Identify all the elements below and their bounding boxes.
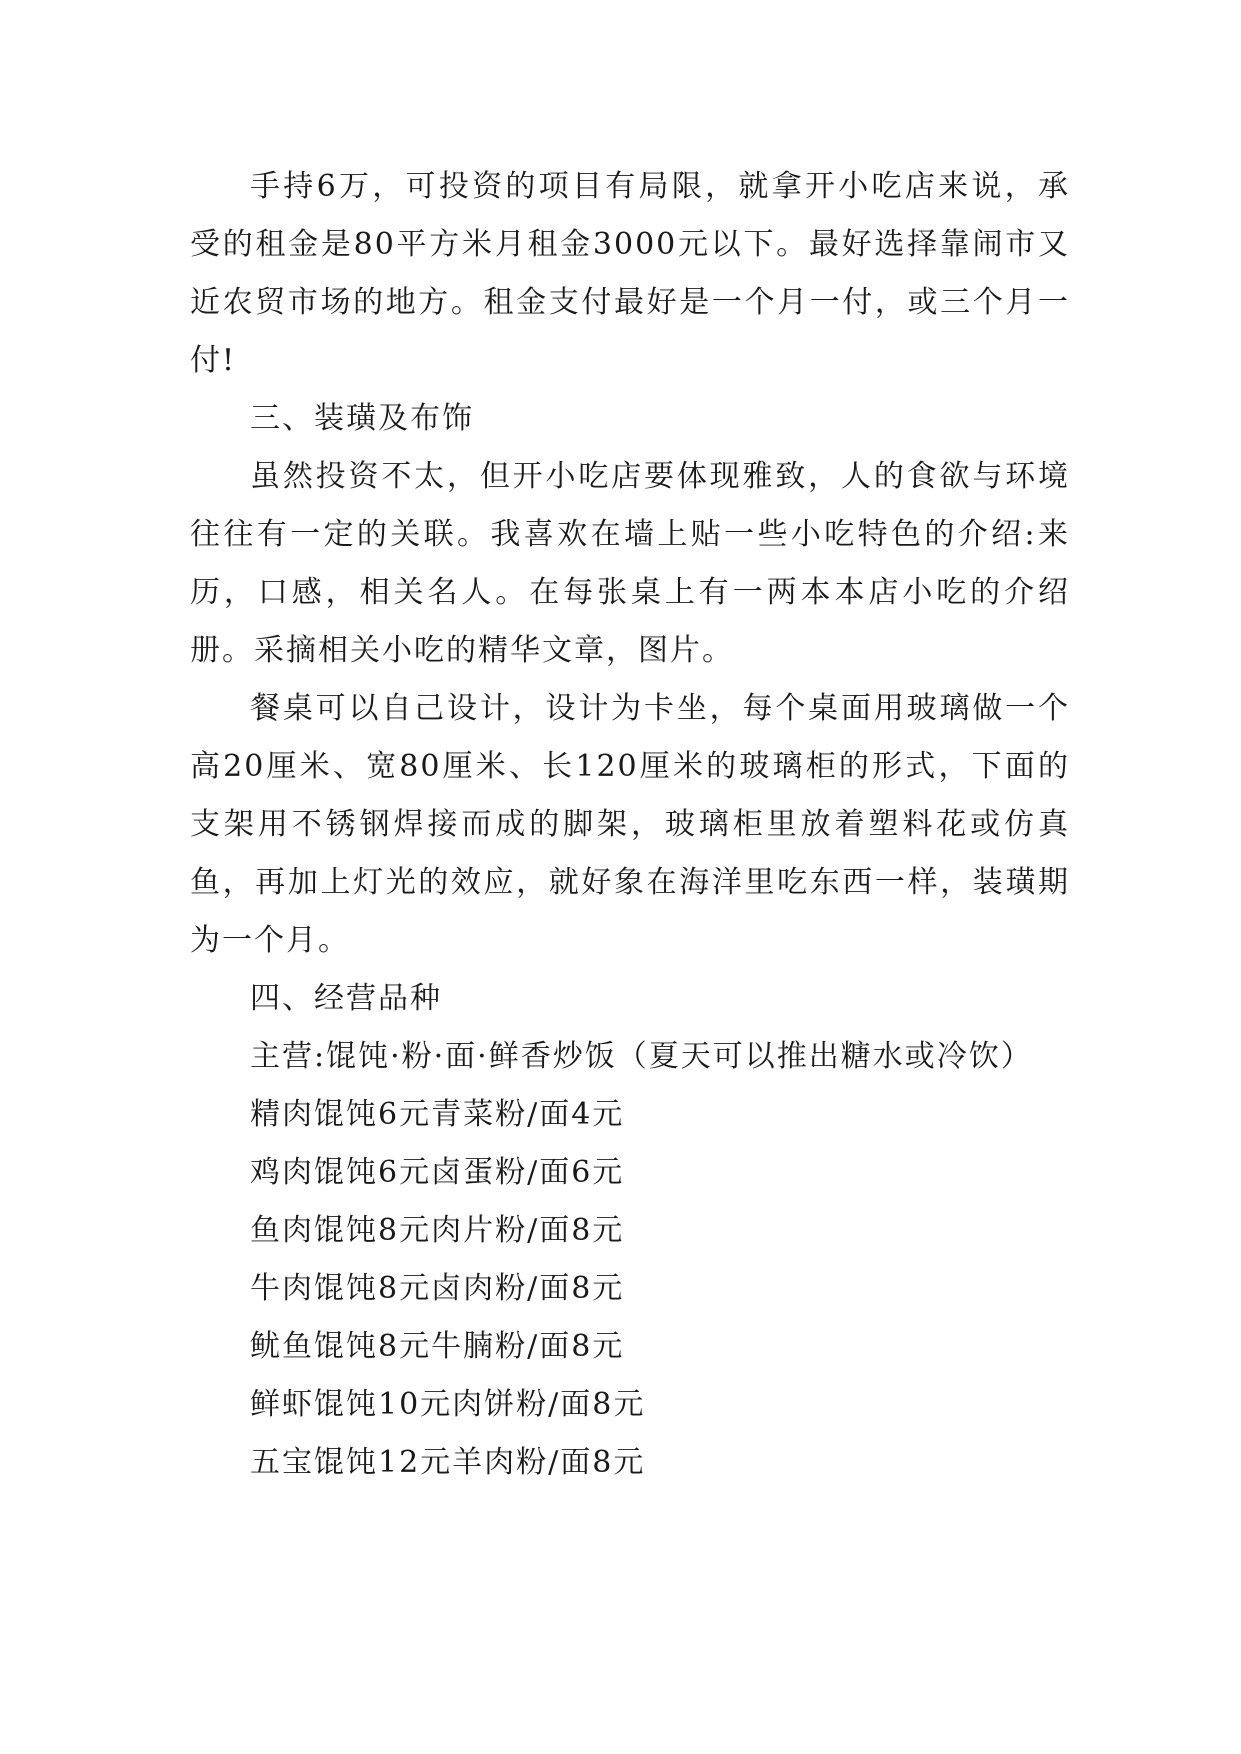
- paragraph-rent: 手持6万，可投资的项目有局限，就拿开小吃店来说，承受的租金是80平方米月租金3000元以下。最好选择靠闹市又近农贸市场的地方。租金支付最好是一个月一付，或三个月一付!: [190, 169, 1070, 378]
- menu-line: 精肉馄饨6元青菜粉/面4元: [250, 1097, 625, 1132]
- menu-line: 鱿鱼馄饨8元牛腩粉/面8元: [250, 1329, 625, 1364]
- menu-line: 鸡肉馄饨6元卤蛋粉/面6元: [250, 1155, 625, 1190]
- menu-line: 牛肉馄饨8元卤肉粉/面8元: [250, 1271, 625, 1306]
- menu-line: 五宝馄饨12元羊肉粉/面8元: [250, 1445, 646, 1480]
- paragraph-table-design: 餐桌可以自己设计，设计为卡坐，每个桌面用玻璃做一个高20厘米、宽80厘米、长120厘米的玻璃柜的形式，下面的支架用不锈钢焊接而成的脚架，玻璃柜里放着塑料花或仿真鱼，再加上灯光的效应，就好象在海洋里吃东西一样，装璜期为一个月。: [190, 691, 1070, 958]
- document-body: [190, 158, 1070, 1492]
- section-heading-products: 四、经营品种: [250, 981, 442, 1016]
- section-heading-decoration: 三、装璜及布饰: [250, 401, 474, 436]
- paragraph-ambience: 虽然投资不太，但开小吃店要体现雅致，人的食欲与环境往往有一定的关联。我喜欢在墙上贴一些小吃特色的介绍:来历，口感，相关名人。在每张桌上有一两本本店小吃的介绍册。采摘相关小吃的精华文章，图片。: [190, 459, 1070, 668]
- menu-line: 鲜虾馄饨10元肉饼粉/面8元: [250, 1387, 646, 1422]
- paragraph-main-business: 主营:馄饨·粉·面·鲜香炒饭（夏天可以推出糖水或冷饮）: [250, 1039, 1033, 1074]
- menu-line: 鱼肉馄饨8元肉片粉/面8元: [250, 1213, 625, 1248]
